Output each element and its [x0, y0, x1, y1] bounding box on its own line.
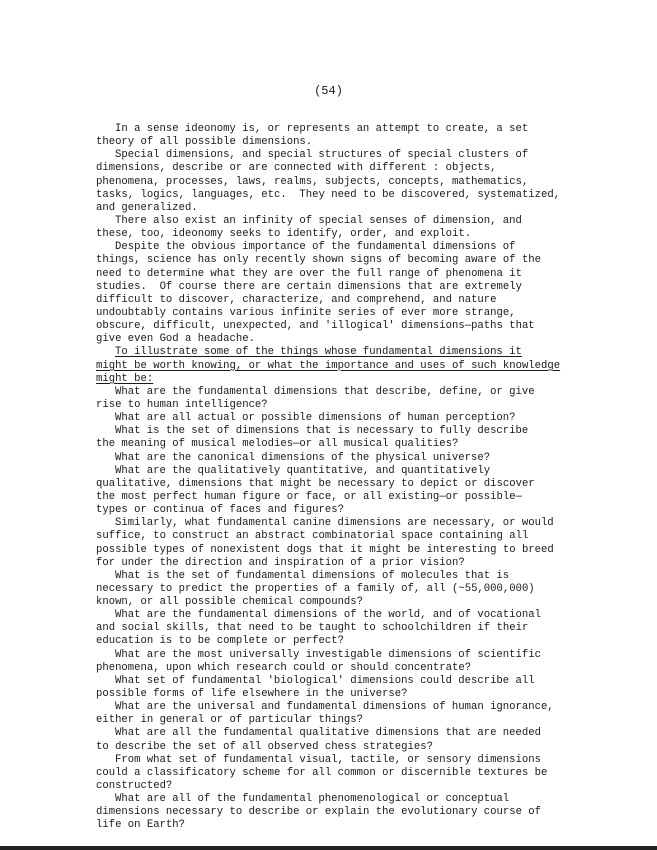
paragraph — [96, 123, 596, 149]
text-line: studies. Of course there are certain dimensions that are extremely — [96, 280, 522, 293]
paragraph — [96, 727, 596, 753]
text-line: could a classificatory scheme for all common or discernible textures be — [96, 766, 548, 779]
text-line: life on Earth? — [96, 819, 186, 832]
text-line: What is the set of fundamental dimensions of molecules that is — [115, 569, 510, 582]
paragraph — [96, 649, 596, 675]
paragraph — [96, 675, 596, 701]
text-line: possible types of nonexistent dogs that it might be interesting to breed — [96, 543, 554, 556]
line — [96, 819, 596, 832]
line — [96, 754, 596, 767]
text-line: phenomena, processes, laws, realms, subjects, concepts, mathematics, — [96, 175, 529, 188]
text-line: What are the canonical dimensions of the physical universe? — [115, 451, 491, 464]
text-line: What are the fundamental dimensions of the world, and of vocational — [115, 609, 541, 622]
bottom-edge-divider — [0, 846, 657, 850]
text-line: What is the set of dimensions that is necessary to fully describe — [115, 425, 529, 438]
text-line: might be: — [96, 372, 154, 385]
paragraph — [96, 241, 596, 346]
text-line: dimensions, describe or are connected with different : objects, — [96, 162, 497, 175]
paragraph — [96, 701, 596, 727]
text-line: the meaning of musical melodies—or all musical qualities? — [96, 438, 459, 451]
line — [96, 544, 596, 557]
text-line: What are all the fundamental qualitative dimensions that are needed — [115, 727, 541, 740]
line — [96, 570, 596, 583]
paragraph — [96, 386, 596, 412]
line — [96, 136, 596, 149]
text-line: the most perfect human figure or face, or all existing—or possible— — [96, 490, 522, 503]
line — [96, 189, 596, 202]
line — [96, 504, 596, 517]
text-line: dimensions necessary to describe or explain the evolutionary course of — [96, 806, 542, 819]
paragraph — [96, 754, 596, 793]
text-line: difficult to discover, characterize, and comprehend, and nature — [96, 293, 497, 306]
line — [96, 688, 596, 701]
line — [96, 320, 596, 333]
text-line: to describe the set of all observed chess strategies? — [96, 740, 433, 753]
line — [96, 622, 596, 635]
line — [96, 123, 596, 136]
line — [96, 215, 596, 228]
page-number: (54) — [314, 84, 343, 98]
line — [96, 294, 596, 307]
line — [96, 268, 596, 281]
paragraph — [96, 452, 596, 465]
text-line: qualitative, dimensions that might be necessary to depict or discover — [96, 477, 535, 490]
text-line: tasks, logics, languages, etc. They need to be discovered, systematized, — [96, 188, 561, 201]
body-text — [96, 123, 596, 833]
line — [96, 452, 596, 465]
line — [96, 307, 596, 320]
line — [96, 662, 596, 675]
paragraph — [96, 793, 596, 832]
paragraph — [96, 412, 596, 425]
line — [96, 583, 596, 596]
line — [96, 333, 596, 346]
text-line: education is to be complete or perfect? — [96, 635, 344, 648]
text-line: known, or all possible chemical compounds? — [96, 596, 364, 609]
text-line: There also exist an infinity of special senses of dimension, and — [115, 214, 522, 227]
text-line: for under the direction and inspiration of a prior vision? — [96, 556, 465, 569]
text-line: Similarly, what fundamental canine dimensions are necessary, or would — [115, 517, 554, 530]
line — [96, 425, 596, 438]
text-line: might be worth knowing, or what the importance and uses of such knowledge — [96, 359, 561, 372]
line — [96, 346, 596, 359]
line — [96, 438, 596, 451]
text-line: need to determine what they are over the full range of phenomena it — [96, 267, 522, 280]
line — [96, 806, 596, 819]
line — [96, 478, 596, 491]
line — [96, 557, 596, 570]
line — [96, 176, 596, 189]
text-line: possible forms of life elsewhere in the universe? — [96, 688, 408, 701]
line — [96, 360, 596, 373]
paragraph — [96, 570, 596, 609]
line — [96, 386, 596, 399]
text-line: What are the qualitatively quantitative, and quantitatively — [115, 464, 491, 477]
text-line: Special dimensions, and special structures of special clusters of — [115, 149, 529, 162]
line — [96, 714, 596, 727]
line — [96, 254, 596, 267]
paragraph — [96, 609, 596, 648]
line — [96, 162, 596, 175]
text-line: rise to human intelligence? — [96, 398, 268, 411]
text-line: obscure, difficult, unexpected, and 'illogical' dimensions—paths that — [96, 320, 535, 333]
line — [96, 491, 596, 504]
paragraph — [96, 149, 596, 215]
text-line: and social skills, that need to be taught to schoolchildren if their — [96, 622, 529, 635]
line — [96, 701, 596, 714]
line — [96, 675, 596, 688]
text-line: From what set of fundamental visual, tactile, or sensory dimensions — [115, 753, 541, 766]
line — [96, 202, 596, 215]
text-line: What are the fundamental dimensions that describe, define, or give — [115, 385, 535, 398]
line — [96, 767, 596, 780]
text-line: To illustrate some of the things whose fundamental dimensions it — [115, 346, 522, 359]
line — [96, 373, 596, 386]
line — [96, 228, 596, 241]
line — [96, 649, 596, 662]
line — [96, 741, 596, 754]
line — [96, 530, 596, 543]
line — [96, 412, 596, 425]
line — [96, 596, 596, 609]
paragraph — [96, 215, 596, 241]
text-line: necessary to predict the properties of a family of, all (~55,000,000) — [96, 582, 535, 595]
line — [96, 780, 596, 793]
text-line: undoubtably contains various infinite series of ever more strange, — [96, 306, 516, 319]
line — [96, 241, 596, 254]
line — [96, 149, 596, 162]
line — [96, 635, 596, 648]
text-line: What set of fundamental 'biological' dimensions could describe all — [115, 674, 535, 687]
text-line: theory of all possible dimensions. — [96, 136, 313, 149]
text-line: What are all of the fundamental phenomenological or conceptual — [115, 793, 510, 806]
text-line: give even God a headache. — [96, 333, 255, 346]
paragraph — [96, 465, 596, 518]
text-line: In a sense ideonomy is, or represents an attempt to create, a set — [115, 123, 529, 135]
line — [96, 399, 596, 412]
line — [96, 609, 596, 622]
paragraph — [96, 425, 596, 451]
text-line: What are the most universally investigable dimensions of scientific — [115, 648, 541, 661]
text-line: phenomena, upon which research could or should concentrate? — [96, 661, 472, 674]
line — [96, 727, 596, 740]
line — [96, 517, 596, 530]
text-line: suffice, to construct an abstract combinatorial space containing all — [96, 530, 529, 543]
text-line: constructed? — [96, 780, 173, 793]
text-line: things, science has only recently shown signs of becoming aware of the — [96, 254, 542, 267]
text-line: either in general or of particular things? — [96, 714, 364, 727]
underlined-paragraph — [96, 346, 596, 385]
line — [96, 465, 596, 478]
text-line: Despite the obvious importance of the fundamental dimensions of — [115, 241, 516, 254]
text-line: What are all actual or possible dimensions of human perception? — [115, 412, 516, 425]
text-line: What are the universal and fundamental dimensions of human ignorance, — [115, 701, 554, 714]
line — [96, 281, 596, 294]
line — [96, 793, 596, 806]
text-line: and generalized. — [96, 201, 198, 214]
paragraph — [96, 517, 596, 570]
text-line: these, too, ideonomy seeks to identify, order, and exploit. — [96, 228, 472, 241]
text-line: types or continua of faces and figures? — [96, 504, 344, 517]
